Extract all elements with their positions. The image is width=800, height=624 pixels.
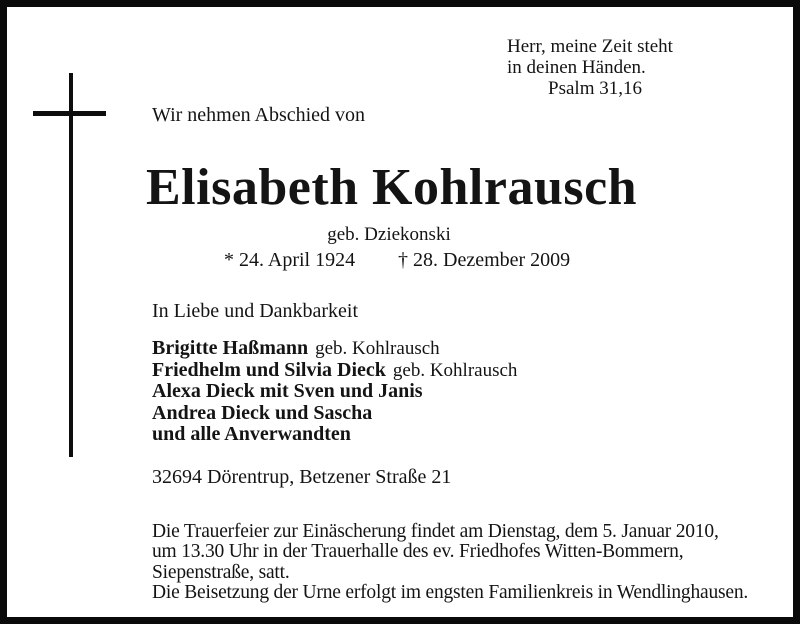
cross-horizontal-bar xyxy=(33,111,106,116)
dedication-line: In Liebe und Dankbarkeit xyxy=(152,300,359,322)
funeral-info-line: Die Beisetzung der Urne erfolgt im engsten Familienkreis in Wendlinghausen. xyxy=(152,581,749,603)
funeral-info-line: Siepenstraße, satt. xyxy=(152,561,290,583)
scripture-reference: Psalm 31,16 xyxy=(548,78,642,99)
mourner-line xyxy=(152,381,517,403)
address-line: 32694 Dörentrup, Betzener Straße 21 xyxy=(152,466,452,488)
scripture-line-2: in deinen Händen. xyxy=(507,57,646,78)
mourner-name: Friedhelm und Silvia Dieck xyxy=(152,358,386,381)
death-date: † 28. Dezember 2009 xyxy=(398,249,571,271)
mourner-maiden-name: geb. Kohlrausch xyxy=(392,359,518,381)
intro-line: Wir nehmen Abschied von xyxy=(152,104,366,126)
funeral-details xyxy=(152,522,748,603)
funeral-info-line: um 13.30 Uhr in der Trauerhalle des ev. Friedhofes Witten-Bommern, xyxy=(152,541,684,563)
mourner-name: Andrea Dieck und Sascha xyxy=(152,401,373,424)
mourner-name: Brigitte Haßmann xyxy=(152,337,309,359)
mourner-name: und alle Anverwandten xyxy=(152,423,351,445)
mourner-line xyxy=(152,424,517,446)
scripture-quote xyxy=(507,36,683,99)
mourner-line xyxy=(152,403,517,425)
scripture-line-1: Herr, meine Zeit steht xyxy=(507,36,673,57)
mourner-line xyxy=(152,360,517,382)
mourners-list xyxy=(152,338,517,446)
birth-date: * 24. April 1924 xyxy=(224,249,356,271)
maiden-name: geb. Dziekonski xyxy=(327,224,451,245)
mourner-name: Alexa Dieck mit Sven und Janis xyxy=(152,380,423,402)
mourner-line xyxy=(152,338,517,360)
deceased-name: Elisabeth Kohlrausch xyxy=(146,159,638,216)
mourner-maiden-name: geb. Kohlrausch xyxy=(315,338,440,359)
cross-vertical-bar xyxy=(69,73,73,457)
funeral-info-line: Die Trauerfeier zur Einäscherung findet am Dienstag, dem 5. Januar 2010, xyxy=(152,521,719,542)
